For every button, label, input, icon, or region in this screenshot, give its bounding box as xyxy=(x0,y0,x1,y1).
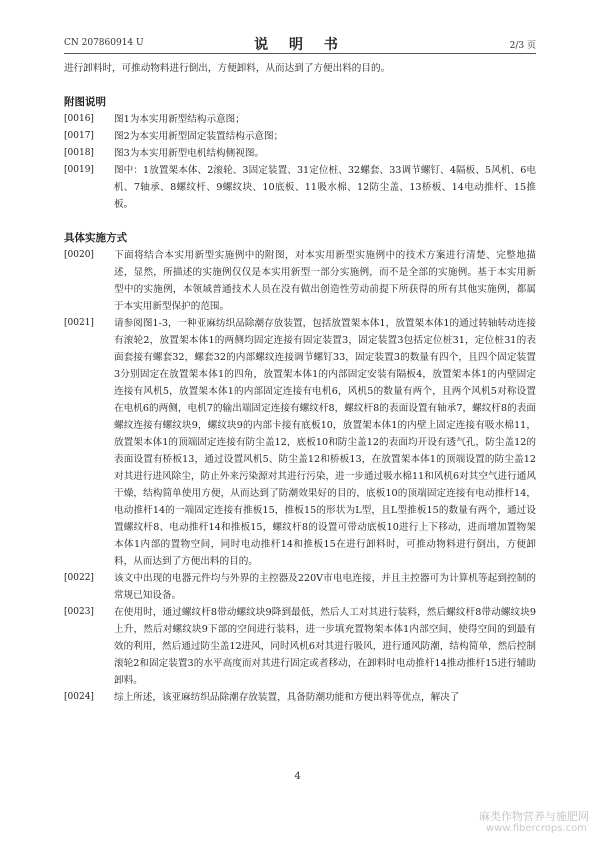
page-indicator: 2/3 页 xyxy=(509,41,536,51)
paragraph-text: 在使用时，通过螺纹杆8带动螺纹块9降到最低，然后人工对其进行装料，然后螺纹杆8带动螺纹块9上升，然后对螺纹块9下部的空间进行装料，进一步填充置物架本体1内部空间，使得空间的到最有效的利用，然后通过防尘盖12进风，同时风机6对其进行吸风，进行通风防潮，结构简单，然后控制滚轮2和固定装置3的水平高度而对其进行固定或者移动，在卸料时电动推杆14推动推杆15进行辅助卸料。 xyxy=(114,607,536,686)
document-body xyxy=(64,60,536,706)
paragraph-number: [0017] xyxy=(64,131,94,141)
paragraph xyxy=(64,689,536,706)
paragraph xyxy=(64,162,536,213)
paragraph-text: 综上所述，该亚麻纺织品除潮存放装置，具备防潮功能和方便出料等优点，解决了 xyxy=(114,692,460,703)
embodiment-heading: 具体实施方式 xyxy=(64,232,127,244)
paragraph-number: [0016] xyxy=(64,114,94,124)
paragraph xyxy=(64,111,536,128)
watermark-title: 麻类作物营养与施肥网 xyxy=(479,810,589,823)
embodiment-list xyxy=(64,247,536,706)
page-header xyxy=(64,34,536,53)
intro-text: 进行卸料时，可推动物料进行倒出，方便卸料，从而达到了方便出料的目的。 xyxy=(64,63,391,74)
document-title: 说 明 书 xyxy=(254,37,346,53)
paragraph-text: 下面将结合本实用新型实施例中的附图，对本实用新型实施例中的技术方案进行清楚、完整地描述，显然，所描述的实施例仅仅是本实用新型一部分实施例，而不是全部的实施例。基于本实用新型中的实施例，本领域普通技术人员在没有做出创造性劳动前提下所获得的所有其他实施例，都属于本实用新型保护的范围。 xyxy=(114,250,536,312)
paragraph-text: 图2为本实用新型固定装置结构示意图； xyxy=(114,131,284,142)
figure-list xyxy=(64,111,536,213)
page-number: 4 xyxy=(294,771,301,782)
paragraph-text: 该文中出现的电器元件均与外界的主控器及220V市电电连接，并且主控器可为计算机等起到控制的常规已知设备。 xyxy=(114,573,536,601)
paragraph-number: [0018] xyxy=(64,148,94,158)
paragraph xyxy=(64,604,536,689)
paragraph-number: [0020] xyxy=(64,250,94,260)
paragraph-number: [0022] xyxy=(64,573,94,583)
watermark-url: www.fibercrops.com xyxy=(485,823,587,834)
paragraph-number: [0021] xyxy=(64,318,94,328)
figures-heading: 附图说明 xyxy=(64,96,106,108)
paragraph-text: 图1为本实用新型结构示意图； xyxy=(114,114,245,125)
paragraph xyxy=(64,570,536,604)
paragraph-text: 请参阅图1-3，一种亚麻纺织品除潮存放装置，包括放置架本体1，放置架本体1的通过转轴转动连接有滚轮2，放置架本体1的两侧均固定连接有固定装置3，固定装置3包括定位桩31，定位桩31的表面套接有螺套32，螺套32的内部螺纹连接调节螺钉33，固定装置3的数量有四个，且四个固定装置3分别固定在放置架本体1的四角，放置架本体1的内部固定安装有隔板4，放置架本体1的内壁固定连接有风机5，放置架本体1的内部固定连接有电机6，风机5的数量有两个，且两个风机5对称设置在电机6的两侧，电机7的输出端固定连接有螺纹杆8，螺纹杆8的表面设置有轴承7，螺纹杆8的表面螺纹连接有螺纹块9，螺纹块9的内部卡接有底板10，放置架本体1的内壁上固定连接有吸水棉11，放置架本体1的顶端固定连接有防尘盖12，底板10和防尘盖12的表面均开设有透气孔，防尘盖12的表面设置有桥板13，通过设置风机5、防尘盖12和桥板13，在放置架本体1的顶端设置的防尘盖12对其进行进风除尘，防止外来污染源对其进行污染，进一步通过吸水棉11和风机6对其空气进行通风干燥，结构简单使用方便，从而达到了防潮效果好的目的，底板10的顶端固定连接有电动推杆14，电动推杆14的一端固定连接有推板15，推板15的形状为L型，且L型推板15的数量有两个，通过设置螺纹杆8、电动推杆14和推板15，螺纹杆8的设置可带动底板10进行上下移动，进而增加置物架本体1内部的置物空间，同时电动推杆14和推板15在进行卸料时，可推动物料进行倒出，方便卸料，从而达到了方便出料的目的。 xyxy=(114,318,536,567)
paragraph xyxy=(64,128,536,145)
paragraph xyxy=(64,315,536,570)
paragraph-number: [0024] xyxy=(64,692,94,702)
document-id: CN 207860914 U xyxy=(64,38,144,48)
paragraph xyxy=(64,247,536,315)
header-divider xyxy=(64,53,536,54)
paragraph-number: [0023] xyxy=(64,607,94,617)
paragraph-text: 图中：1放置架本体、2滚轮、3固定装置、31定位桩、32螺套、33调节螺钉、4隔板、5风机、6电机、7轴承、8螺纹杆、9螺纹块、10底板、11吸水棉、12防尘盖、13桥板、14电动推杆、15推板。 xyxy=(114,165,536,210)
paragraph-number: [0019] xyxy=(64,165,94,175)
paragraph xyxy=(64,145,536,162)
paragraph-text: 图3为本实用新型电机结构侧视图。 xyxy=(114,148,265,159)
